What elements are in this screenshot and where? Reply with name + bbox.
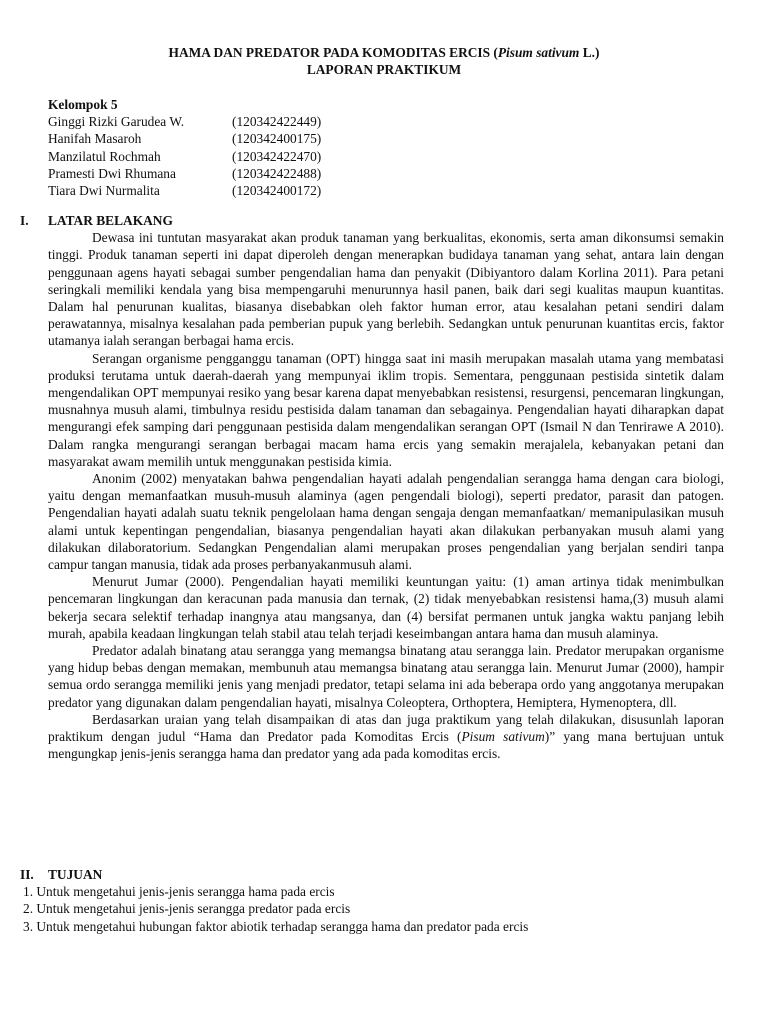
title-text: HAMA DAN PREDATOR PADA KOMODITAS ERCIS ( bbox=[168, 45, 498, 60]
paragraph: Predator adalah binatang atau serangga yang memangsa binatang atau serangga lain. Predator merupakan organisme yang hidup bebas dengan memakan, membunuh atau memangsa binatang atau serangga lain. Menurut Jumar (2000), hampir semua ordo serangga memiliki jenis yang menjadi predator, tetapi selama ini ada beberapa ordo yang anggotanya merupakan predator yang digunakan dalam pengendalian hayati, misalnya Coleoptera, Orthoptera, Hemiptera, Hymenoptera, dll. bbox=[48, 643, 724, 710]
section-title: TUJUAN bbox=[48, 867, 103, 882]
section-number: II. bbox=[20, 867, 34, 882]
paragraph-text: Berdasarkan uraian yang telah disampaikan di atas dan juga praktikum yang telah dilakukan, disusunlah laporan praktikum dengan judul “Hama dan Predator pada Komoditas Ercis ( bbox=[48, 711, 724, 745]
member-row bbox=[48, 113, 448, 130]
list-item: 3. Untuk mengetahui hubungan faktor abiotik terhadap serangga hama dan predator pada ercis bbox=[23, 918, 529, 934]
title-line bbox=[0, 44, 768, 61]
document-subtitle: LAPORAN PRAKTIKUM bbox=[306, 62, 462, 78]
member-name: Manzilatul Rochmah bbox=[48, 148, 161, 164]
paragraph: Menurut Jumar (2000). Pengendalian hayati memiliki keuntungan yaitu: (1) aman artinya tidak menimbulkan pencemaran lingkungan dan keracunan pada manusia dan ternak, (2) tidak menyebabkan resistensi hama,(3) musuh alami bekerja secara selektif terhadap inangnya atau mangsanya, dan (4) bersifat permanen untuk jangka waktu panjang lebih murah, apabila keadaan lingkungan telah stabil atau telah terjadi keseimbangan antara hama dan musuh alaminya. bbox=[48, 574, 724, 641]
objectives-list bbox=[20, 883, 724, 935]
section-number: I. bbox=[20, 213, 29, 228]
member-row bbox=[48, 165, 448, 182]
member-name: Hanifah Masaroh bbox=[48, 131, 142, 147]
paragraph: Dewasa ini tuntutan masyarakat akan produk tanaman yang berkualitas, ekonomis, serta aman dikonsumsi semakin tinggi. Produk tanaman seperti ini dapat diperoleh dengan menerapkan budidaya tanaman yang sehat, antara lain dengan penggunaan agens hayati sebagai sumber pengendalian hama dan penyakit (Dibiyantoro dalam Korlina 2011). Para petani seringkali memiliki kendala yang bisa mempengaruhi menurunnya hasil panen, baik dari segi kualitas maupun kuantitas. Dalam hal penurunan kualitas, biasanya disebabkan oleh faktor human error, atau kesalahan petani sendiri dalam perawatannya, misalnya kesalahan pada pemberian pupuk yang berlebih. Sedangkan untuk penurunan kuantitas ercis, faktor utamanya ialah serangan berbagai hama ercis. bbox=[48, 230, 724, 349]
title-text-end: L.) bbox=[579, 45, 600, 60]
section-heading bbox=[20, 212, 724, 229]
member-row bbox=[48, 182, 448, 199]
document-title bbox=[0, 44, 768, 78]
member-name: Tiara Dwi Nurmalita bbox=[48, 182, 160, 198]
member-id: (120342422488) bbox=[232, 165, 322, 181]
member-id: (120342422449) bbox=[232, 114, 322, 130]
group-info bbox=[48, 96, 448, 199]
paragraph-species: Pisum sativum bbox=[461, 729, 545, 745]
group-heading: Kelompok 5 bbox=[48, 97, 118, 112]
title-species: Pisum sativum bbox=[497, 45, 580, 60]
paragraph: Anonim (2002) menyatakan bahwa pengendalian hayati adalah pengendalian serangga hama dengan cara biologi, yaitu dengan memanfaatkan musuh-musuh alaminya (agen pengendali biologi), seperti predator, parasit dan patogen. Pengendalian hayati adalah suatu teknik pengelolaan hama dengan sengaja dengan memanfaatkan/ memanipulasikan musuh alami untuk kepentingan pengendalian, biasanya pengendalian hayati akan dilakukan perbanyakan musuh alami yang dilakukan dilaboratorium. Sedangkan Pengendalian alami merupakan proses pengendalian yang berjalan sendiri tanpa campur tangan manusia, tidak ada proses perbanyakanmusuh alami. bbox=[48, 471, 724, 573]
member-id: (120342400175) bbox=[232, 131, 322, 147]
section-background bbox=[20, 212, 724, 762]
list-item: 1. Untuk mengetahui jenis-jenis serangga hama pada ercis bbox=[23, 884, 335, 900]
section-title: LATAR BELAKANG bbox=[48, 213, 173, 228]
paragraph: Serangan organisme pengganggu tanaman (OPT) hingga saat ini masih merupakan masalah utama yang membatasi produksi terutama untuk daerah-daerah yang mempunyai iklim tropis. Sementara, penggunaan pestisida sintetik dalam mengendalikan OPT mempunyai resiko yang besar karena dapat menyebabkan resistensi, resurgensi, pencemaran lingkungan, musnahnya musuh alami, timbulnya residu pestisida dalam tanaman dan sebagainya. Pengendalian hayati diharapkan dapat mengurangi efek samping dari penggunaan pestisida dalam mengendalikan serangan OPT (Ismail N dan Tenrirawe A 2010). Dalam rangka mengurangi serangan berbagai macam hama ercis yang semakin merajalela, kebanyakan petani dan masyarakat awam memilih untuk menggunakan pestisida kimia. bbox=[48, 350, 724, 469]
list-item: 2. Untuk mengetahui jenis-jenis serangga predator pada ercis bbox=[23, 901, 351, 917]
member-row bbox=[48, 148, 448, 165]
member-id: (120342422470) bbox=[232, 148, 322, 164]
section-body bbox=[48, 229, 724, 762]
member-id: (120342400172) bbox=[232, 182, 322, 198]
member-name: Pramesti Dwi Rhumana bbox=[48, 165, 176, 181]
paragraph-text-end: )” yang mana bertujuan untuk mengungkap jenis-jenis serangga hama dan predator yang ada pada komoditas ercis. bbox=[48, 729, 724, 762]
paragraph bbox=[48, 711, 724, 763]
member-name: Ginggi Rizki Garudea W. bbox=[48, 114, 185, 130]
member-row bbox=[48, 130, 448, 147]
section-objectives bbox=[20, 866, 724, 935]
section-heading bbox=[20, 866, 724, 883]
